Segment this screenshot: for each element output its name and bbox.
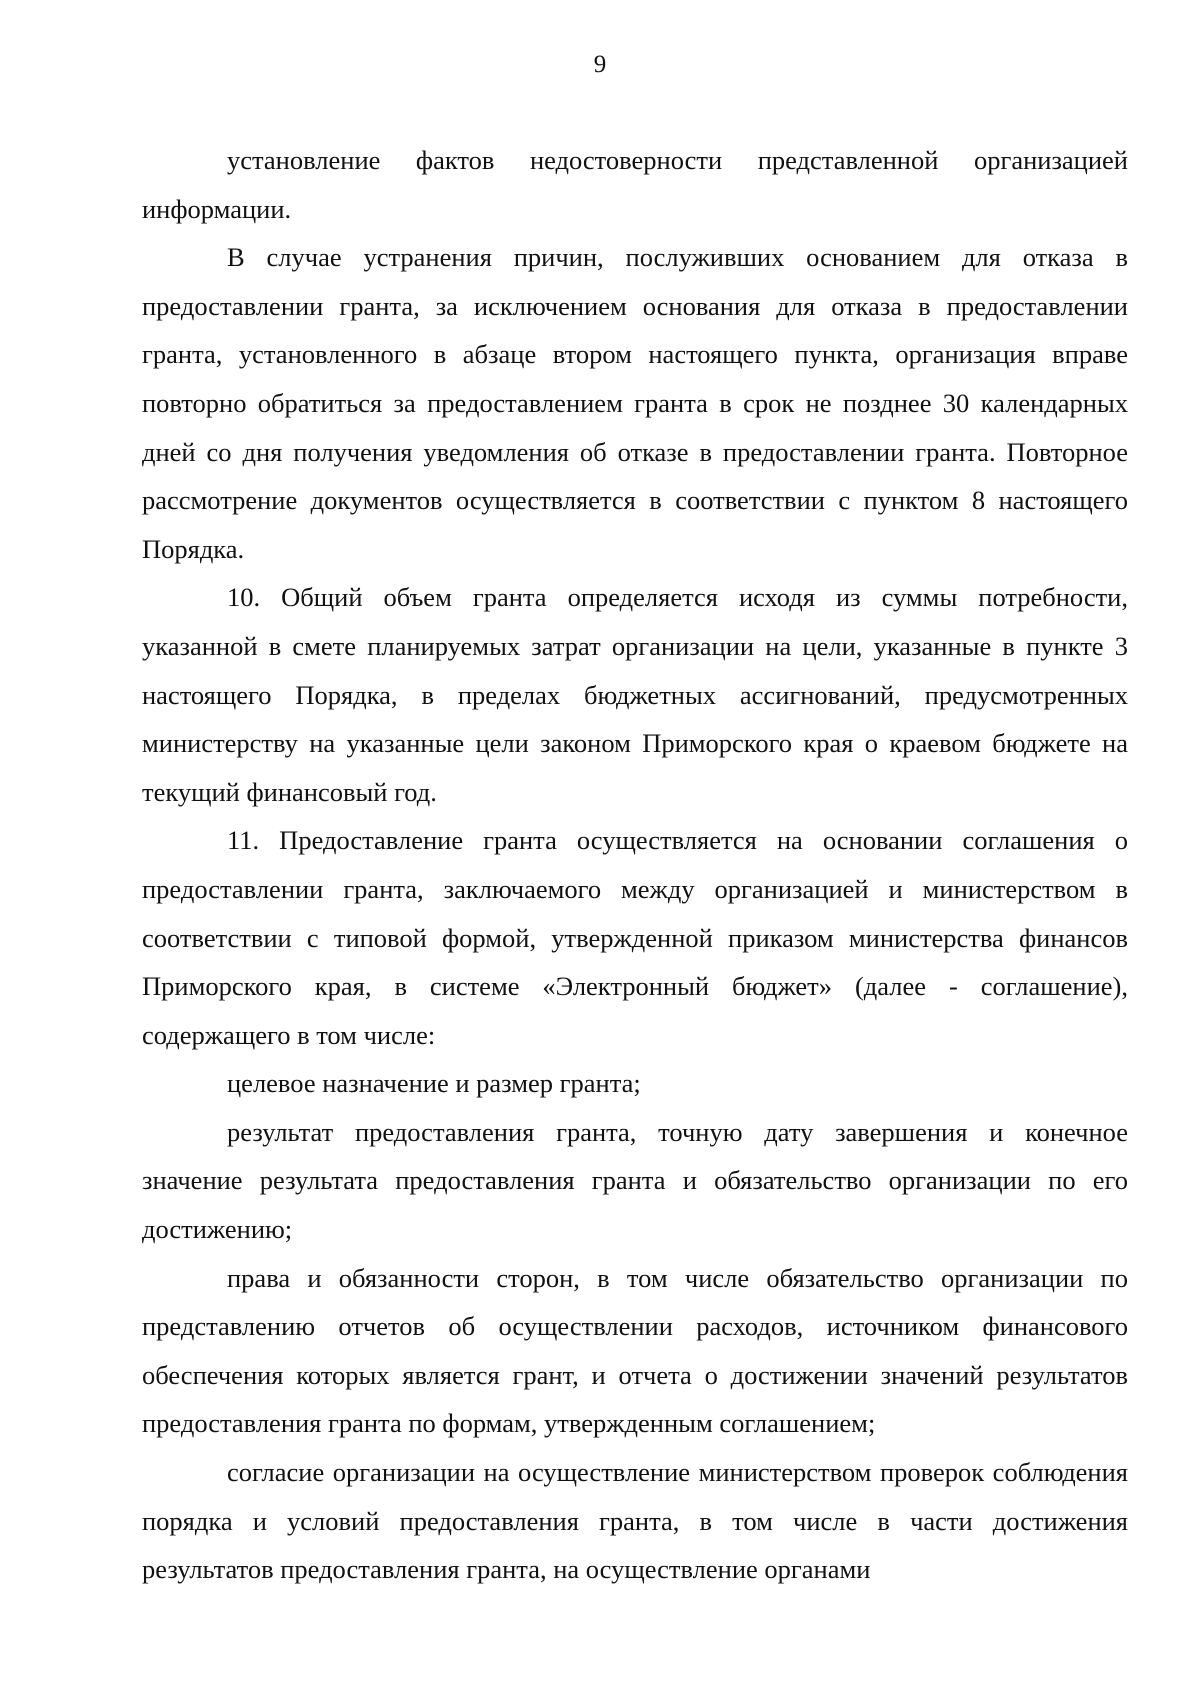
paragraph: 11. Предоставление гранта осуществляется на основании соглашения о предоставлении гранта, заключаемого между организацией и министерством в соответствии с типовой формой, утвержденной приказом министерства финансов Приморского края, в системе «Электронный бюджет» (далее - соглашение), содержащего в том числе: <box>142 825 1128 1050</box>
paragraph: согласие организации на осуществление министерством проверок соблюдения порядка и условий предоставления гранта, в том числе в части достижения результатов предоставления гранта, на осуществление органами <box>142 1457 1128 1585</box>
paragraph: 10. Общий объем гранта определяется исходя из суммы потребности, указанной в смете планируемых затрат организации на цели, указанные в пункте 3 настоящего Порядка, в пределах бюджетных ассигнований, предусмотренных министерству на указанные цели законом Приморского края о краевом бюджете на текущий финансовый год. <box>142 582 1128 807</box>
paragraph: установление фактов недостоверности представленной организацией информации. <box>142 145 1128 224</box>
paragraph: целевое назначение и размер гранта; <box>227 1068 641 1099</box>
page-number: 9 <box>593 51 607 78</box>
paragraph: права и обязанности сторон, в том числе обязательство организации по представлению отчетов об осуществлении расходов, источником финансового обеспечения которых является грант, и отчета о достижении значений результатов предоставления гранта по формам, утвержденным соглашением; <box>142 1262 1128 1439</box>
paragraph: результат предоставления гранта, точную дату завершения и конечное значение результата предоставления гранта и обязательство организации по его достижению; <box>142 1116 1128 1245</box>
document-body <box>142 136 1128 1594</box>
paragraph: В случае устранения причин, послуживших основанием для отказа в предоставлении гранта, за исключением основания для отказа в предоставлении гранта, установленного в абзаце втором настоящего пункта, организация вправе повторно обратиться за предоставлением гранта в срок не позднее 30 календарных дней со дня получения уведомления об отказе в предоставлении гранта. Повторное рассмотрение документов осуществляется в соответствии с пунктом 8 настоящего Порядка. <box>142 242 1128 564</box>
